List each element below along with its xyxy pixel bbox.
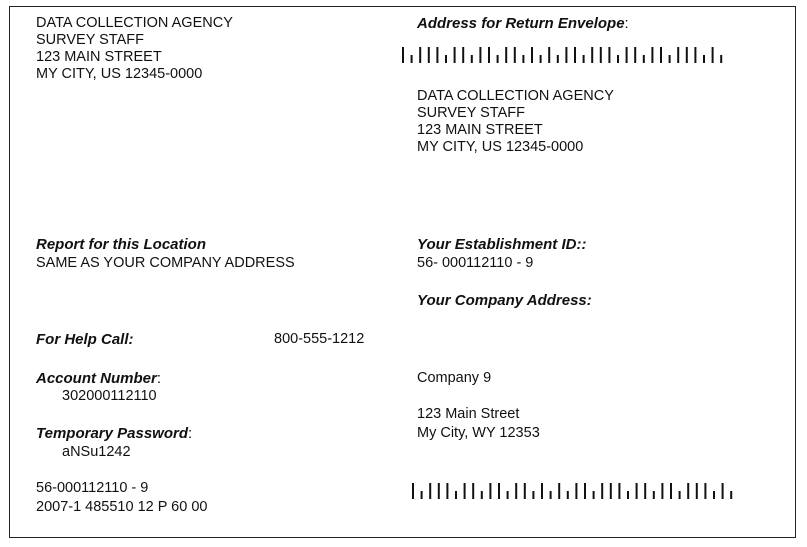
barcode-bar xyxy=(558,483,560,499)
barcode-bar xyxy=(600,47,602,63)
barcode-bar xyxy=(730,491,732,499)
return-envelope-heading: Address for Return Envelope: xyxy=(417,15,629,32)
barcode-bar xyxy=(472,483,474,499)
barcode-bar xyxy=(550,491,552,499)
barcode-bar xyxy=(548,47,550,63)
barcode-bar xyxy=(507,491,509,499)
company-barcode xyxy=(412,483,742,499)
barcode-bar xyxy=(627,491,629,499)
barcode-bar xyxy=(704,483,706,499)
barcode-bar xyxy=(489,483,491,499)
barcode-bar xyxy=(455,491,457,499)
help-heading: For Help Call: xyxy=(36,331,134,348)
barcode-bar xyxy=(601,483,603,499)
barcode-bar xyxy=(522,55,524,63)
barcode-bar xyxy=(541,483,543,499)
barcode-bar xyxy=(454,47,456,63)
barcode-bar xyxy=(618,483,620,499)
barcode-bar xyxy=(653,491,655,499)
barcode-bar xyxy=(471,55,473,63)
help-phone: 800-555-1212 xyxy=(274,331,365,347)
company-address-heading: Your Company Address: xyxy=(417,292,592,309)
return-barcode xyxy=(402,47,732,63)
barcode-bar xyxy=(531,47,533,63)
barcode-bar xyxy=(712,47,714,63)
mailing-form xyxy=(9,6,796,538)
barcode-bar xyxy=(677,47,679,63)
barcode-bar xyxy=(488,47,490,63)
sender-line: MY CITY, US 12345-0000 xyxy=(36,66,203,82)
return-line: DATA COLLECTION AGENCY xyxy=(417,88,614,104)
barcode-bar xyxy=(591,47,593,63)
barcode-bar xyxy=(583,55,585,63)
company-street: 123 Main Street xyxy=(417,406,520,422)
establishment-id: 56- 000112110 - 9 xyxy=(417,255,534,271)
barcode-bar xyxy=(464,483,466,499)
barcode-bar xyxy=(626,47,628,63)
barcode-bar xyxy=(421,491,423,499)
barcode-bar xyxy=(567,491,569,499)
barcode-bar xyxy=(696,483,698,499)
barcode-bar xyxy=(515,483,517,499)
barcode-bar xyxy=(565,47,567,63)
barcode-bar xyxy=(669,55,671,63)
barcode-bar xyxy=(610,483,612,499)
barcode-bar xyxy=(436,47,438,63)
sender-line: SURVEY STAFF xyxy=(36,32,144,48)
barcode-bar xyxy=(574,47,576,63)
barcode-bar xyxy=(651,47,653,63)
return-line: 123 MAIN STREET xyxy=(417,122,543,138)
barcode-bar xyxy=(428,47,430,63)
barcode-bar xyxy=(608,47,610,63)
footer-code-line2: 2007-1 485510 12 P 60 00 xyxy=(36,499,208,515)
return-line: MY CITY, US 12345-0000 xyxy=(417,139,584,155)
barcode-bar xyxy=(419,47,421,63)
barcode-bar xyxy=(462,47,464,63)
barcode-bar xyxy=(661,483,663,499)
account-number: 302000112110 xyxy=(62,388,157,404)
barcode-bar xyxy=(446,483,448,499)
barcode-bar xyxy=(713,491,715,499)
barcode-bar xyxy=(402,47,404,63)
barcode-bar xyxy=(411,55,413,63)
barcode-bar xyxy=(644,483,646,499)
barcode-bar xyxy=(584,483,586,499)
temporary-password: aNSu1242 xyxy=(62,444,131,460)
barcode-bar xyxy=(514,47,516,63)
barcode-bar xyxy=(498,483,500,499)
barcode-bar xyxy=(505,47,507,63)
password-heading: Temporary Password: xyxy=(36,425,193,442)
return-line: SURVEY STAFF xyxy=(417,105,525,121)
barcode-bar xyxy=(643,55,645,63)
sender-address xyxy=(36,15,233,83)
barcode-bar xyxy=(660,47,662,63)
account-heading: Account Number: xyxy=(36,370,162,387)
barcode-bar xyxy=(679,491,681,499)
return-address xyxy=(417,88,614,156)
sender-line: DATA COLLECTION AGENCY xyxy=(36,15,233,31)
barcode-bar xyxy=(497,55,499,63)
company-city: My City, WY 12353 xyxy=(417,425,540,441)
establishment-heading: Your Establishment ID:: xyxy=(417,236,587,253)
footer-code-line1: 56-000112110 - 9 xyxy=(36,480,149,496)
barcode-bar xyxy=(670,483,672,499)
location-value: SAME AS YOUR COMPANY ADDRESS xyxy=(36,255,295,271)
barcode-bar xyxy=(694,47,696,63)
barcode-bar xyxy=(575,483,577,499)
barcode-bar xyxy=(438,483,440,499)
barcode-bar xyxy=(557,55,559,63)
barcode-bar xyxy=(686,47,688,63)
barcode-bar xyxy=(722,483,724,499)
location-heading: Report for this Location xyxy=(36,236,206,253)
barcode-bar xyxy=(593,491,595,499)
barcode-bar xyxy=(445,55,447,63)
barcode-bar xyxy=(479,47,481,63)
barcode-bar xyxy=(481,491,483,499)
barcode-bar xyxy=(617,55,619,63)
barcode-bar xyxy=(720,55,722,63)
barcode-bar xyxy=(429,483,431,499)
barcode-bar xyxy=(636,483,638,499)
barcode-bar xyxy=(540,55,542,63)
company-name: Company 9 xyxy=(417,370,492,386)
barcode-bar xyxy=(687,483,689,499)
barcode-bar xyxy=(524,483,526,499)
barcode-bar xyxy=(532,491,534,499)
barcode-bar xyxy=(634,47,636,63)
sender-line: 123 MAIN STREET xyxy=(36,49,162,65)
barcode-bar xyxy=(703,55,705,63)
barcode-bar xyxy=(412,483,414,499)
